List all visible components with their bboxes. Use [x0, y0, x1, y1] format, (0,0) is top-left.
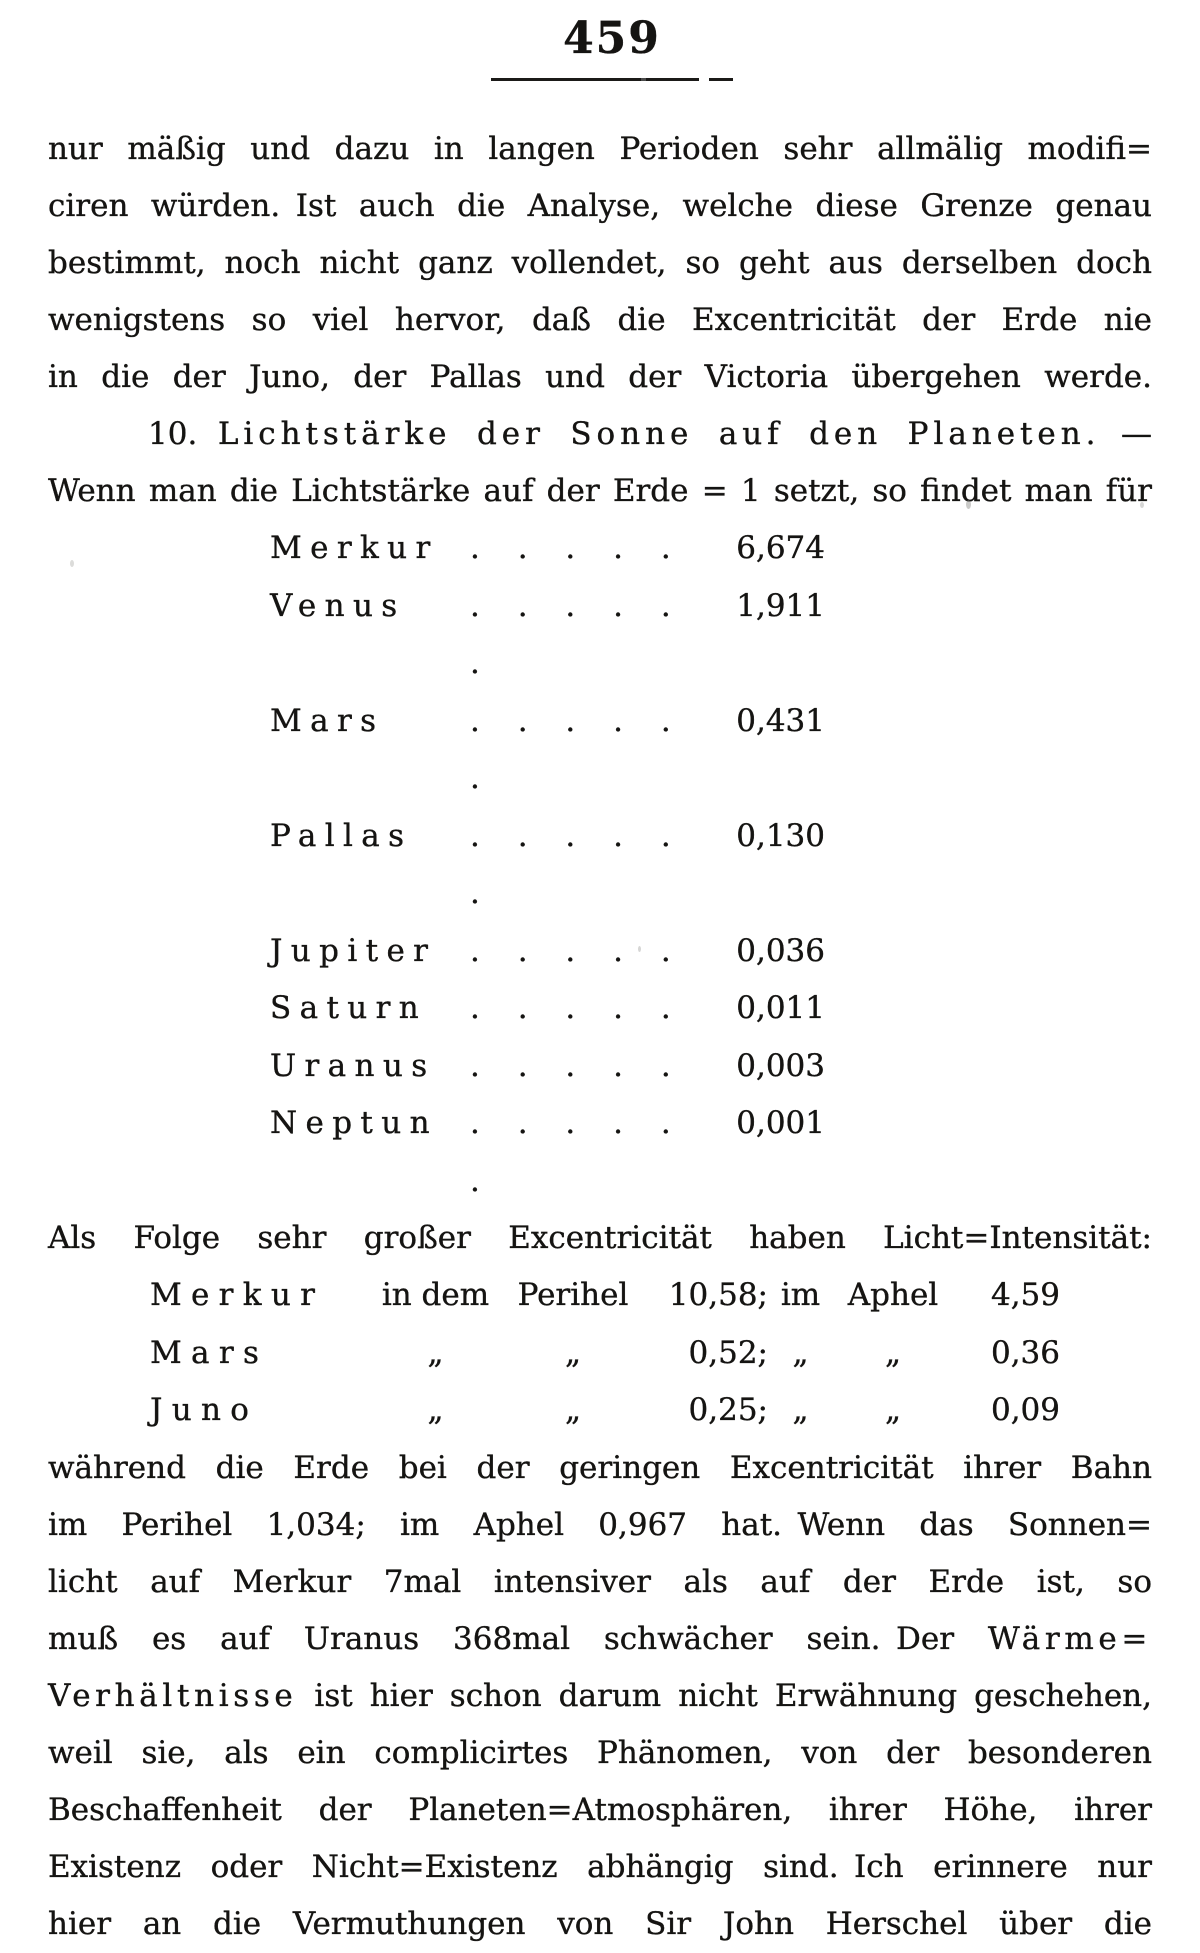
leader-dots: . . . . . .	[470, 817, 673, 911]
section-heading	[48, 406, 1152, 463]
page-header	[60, 14, 1164, 81]
planet-name: Mars	[270, 702, 385, 739]
section-number: 10.	[148, 416, 198, 452]
table-row	[48, 1095, 1152, 1210]
leader-dots: . . . . .	[470, 1047, 673, 1084]
leader-dots: . . . . .	[470, 990, 673, 1026]
planet-name: Pallas	[270, 817, 413, 854]
planet-name: Venus	[270, 587, 406, 624]
page-number: 459	[563, 13, 661, 64]
leader-dots: . . . . . .	[470, 1105, 673, 1199]
leader-dots: . . . . . .	[470, 702, 673, 796]
aphel-value: 0,36	[990, 1334, 1060, 1371]
scan-speck	[638, 946, 641, 952]
text-line: Beschaffenheit der Planeten=Atmosphären, ihrer Höhe, ihrer	[48, 1791, 1152, 1828]
text-segment: ist hier schon darum nicht Erwähnung geschehen,	[314, 1677, 1152, 1714]
perihel-value: 10,58;	[668, 1277, 768, 1313]
scan-speck	[966, 500, 971, 509]
intensity-value: 6,674	[736, 530, 825, 566]
text-line: weil sie, als ein complicirtes Phänomen, von der besonderen	[48, 1734, 1152, 1771]
scan-speck	[70, 560, 74, 567]
cell-aphel-label: Aphel	[847, 1277, 939, 1313]
section-dash: —	[1121, 416, 1152, 452]
planet-name: Uranus	[270, 1047, 436, 1084]
perihel-value: 0,25;	[688, 1392, 768, 1428]
cell-perihel-label: Perihel	[517, 1277, 629, 1313]
text-line: hier an die Vermuthungen von Sir John Herschel über die	[48, 1905, 1152, 1942]
planet-name: Juno	[150, 1392, 259, 1428]
planet-name: Jupiter	[270, 932, 437, 969]
table-row	[48, 1325, 1152, 1383]
text-line	[48, 1668, 1152, 1725]
intensity-value: 0,036	[736, 932, 825, 969]
planet-name: Mars	[150, 1334, 269, 1371]
page-body	[48, 121, 1152, 1953]
table-row	[48, 578, 1152, 693]
intensity-value: 0,003	[736, 1047, 825, 1084]
text-line: licht auf Merkur 7mal intensiver als auf der Erde ist, so	[48, 1563, 1152, 1600]
light-intensity-table	[48, 520, 1152, 1210]
aphel-value: 4,59	[990, 1277, 1060, 1313]
text-line: in die der Juno, der Pallas und der Victoria übergehen werde.	[48, 359, 1152, 395]
text-line	[48, 1611, 1152, 1668]
ditto-mark: „	[884, 1392, 902, 1428]
intensity-value: 0,011	[736, 990, 825, 1026]
table-row	[48, 1382, 1152, 1440]
perihel-aphel-table	[48, 1267, 1152, 1440]
section-title: Lichtstärke der Sonne auf den Planeten.	[217, 416, 1101, 452]
intensity-value: 1,911	[736, 587, 825, 624]
leader-dots: . . . . .	[470, 932, 673, 969]
ditto-mark: „	[564, 1334, 582, 1371]
emphasized-word: Wärme=	[987, 1620, 1152, 1657]
text-line: wenigstens so viel hervor, daß die Excentricität der Erde nie	[48, 302, 1152, 338]
text-line: ciren würden. Ist auch die Analyse, welche diese Grenze genau	[48, 188, 1152, 224]
planet-name: Merkur	[150, 1277, 325, 1313]
intensity-value: 0,130	[736, 817, 825, 854]
text-line: Existenz oder Nicht=Existenz abhängig sind. Ich erinnere nur	[48, 1848, 1152, 1885]
leader-dots: . . . . .	[470, 530, 673, 566]
scan-speck	[1140, 502, 1144, 508]
emphasized-word: Verhältnisse	[48, 1677, 298, 1714]
table-row	[48, 693, 1152, 808]
paragraph-continuation	[48, 121, 1152, 406]
intro-line: Wenn man die Lichtstärke auf der Erde = 1 setzt, so findet man für	[48, 473, 1152, 509]
table-row	[48, 1267, 1152, 1325]
perihel-value: 0,52;	[688, 1334, 768, 1371]
text-line: während die Erde bei der geringen Excentricität ihrer Bahn	[48, 1449, 1152, 1486]
cell-in-dem: in dem	[381, 1277, 490, 1313]
table-row	[48, 923, 1152, 981]
text-line: im Perihel 1,034; im Aphel 0,967 hat. Wenn das Sonnen=	[48, 1506, 1152, 1543]
planet-name: Neptun	[270, 1105, 438, 1141]
excentricity-line: Als Folge sehr großer Excentricität haben Licht=Intensität:	[48, 1220, 1152, 1256]
header-rule	[491, 78, 733, 81]
ditto-mark: „	[564, 1392, 582, 1428]
ditto-mark: „	[427, 1334, 444, 1371]
text-segment: muß es auf Uranus 368mal schwächer sein. Der	[48, 1620, 955, 1657]
intensity-value: 0,001	[736, 1105, 825, 1141]
table-row	[48, 980, 1152, 1038]
ditto-mark: „	[792, 1392, 809, 1428]
table-row	[48, 808, 1152, 923]
leader-dots: . . . . . .	[470, 587, 673, 681]
planet-name: Saturn	[270, 990, 428, 1026]
closing-paragraph	[48, 1440, 1152, 1953]
text-line: bestimmt, noch nicht ganz vollendet, so geht aus derselben doch	[48, 245, 1152, 281]
table-row	[48, 520, 1152, 578]
ditto-mark: „	[427, 1392, 444, 1428]
cell-im: im	[780, 1277, 821, 1313]
intensity-value: 0,431	[736, 702, 825, 739]
text-line: nur mäßig und dazu in langen Perioden sehr allmälig modifi=	[48, 131, 1152, 167]
aphel-value: 0,09	[990, 1392, 1060, 1428]
ditto-mark: „	[884, 1334, 902, 1371]
ditto-mark: „	[792, 1334, 809, 1371]
table-row	[48, 1038, 1152, 1096]
planet-name: Merkur	[270, 530, 439, 566]
